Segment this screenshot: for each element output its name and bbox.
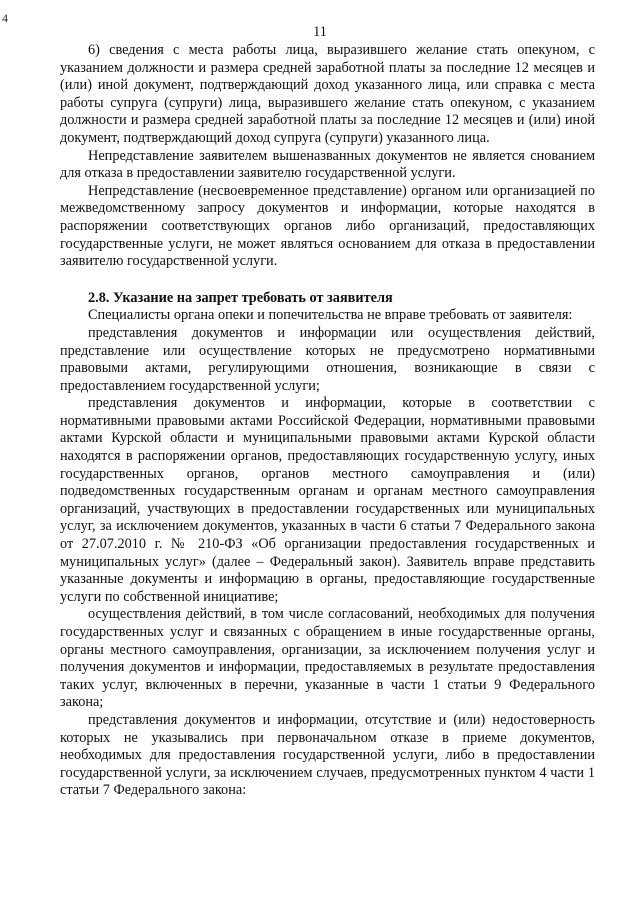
paragraph-nonsubmission: Непредставление заявителем вышеназванных документов не является снованием для отказа в предоставлении заявителю государственной услуги. (60, 147, 595, 182)
section-spacer (60, 271, 595, 290)
corner-mark: 4 (2, 11, 8, 25)
paragraph-item-6: 6) сведения с места работы лица, выразившего желание стать опекуном, с указанием должности и размера средней заработной платы за последние 12 месяцев и (или) иной документ, подтверждающий доход указанного лица, или справка с места работы супруга (супруги) лица, выразившего желание стать опекуном, с указанием должности и размера средней заработной платы за последние 12 месяцев и (или) иной документ, подтверждающий доход супруга (супруги) указанного лица. (60, 42, 595, 146)
section-paragraph-1: представления документов и информации или осуществления действий, представление или осуществление которых не предусмотрено нормативными правовыми актами, регулирующими отношения, возникающие в связи с предоставлением государственной услуги; (60, 324, 595, 394)
document-body (60, 42, 595, 800)
section-paragraph-3: осуществления действий, в том числе согласований, необходимых для получения государственных услуг и связанных с обращением в иные государственные органы, органы местного самоуправления, организации, за исключением получения услуг и получения документов и информации, предоставляемых в результате предоставления таких услуг, включенных в перечни, указанные в части 1 статьи 9 Федерального закона; (60, 606, 595, 711)
section-paragraph-intro: Специалисты органа опеки и попечительства не вправе требовать от заявителя: (88, 307, 573, 324)
paragraph-interagency-nonsubmission: Непредставление (несвоевременное представление) органом или организацией по межведомственному запросу документов и информации, которые находятся в распоряжении соответствующих органов либо организаций, предоставляющих государственные услуги, не может являться основанием для отказа в предоставлении заявителю государственной услуги. (60, 182, 595, 270)
page-number: 11 (313, 24, 327, 40)
section-paragraph-4: представления документов и информации, отсутствие и (или) недостоверность которых не указывались при первоначальном отказе в приеме документов, необходимых для предоставления государственной услуги, либо в предоставлении государственной услуги, за исключением случаев, предусмотренных пунктом 4 части 1 статьи 7 Федерального закона: (60, 711, 595, 799)
section-paragraph-2: представления документов и информации, которые в соответствии с нормативными правовыми актами Российской Федерации, нормативными правовыми актами Курской области и муниципальными правовыми актами Курской области находятся в распоряжении органов, предоставляющих государственную услугу, иных государственных органов, органов местного самоуправления и (или) подведомственных государственным органам и органам местного самоуправления организаций, участвующих в предоставлении государственных или муниципальных услуг, за исключением документов, указанных в части 6 статьи 7 Федерального закона от 27.07.2010 г. № 210-ФЗ «Об организации предоставления государственных и муниципальных услуг» (далее – Федеральный закон). Заявитель вправе представить указанные документы и информацию в органы, предоставляющие государственные услуги по собственной инициативе; (60, 395, 595, 605)
section-heading: 2.8. Указание на запрет требовать от заявителя (88, 289, 393, 306)
